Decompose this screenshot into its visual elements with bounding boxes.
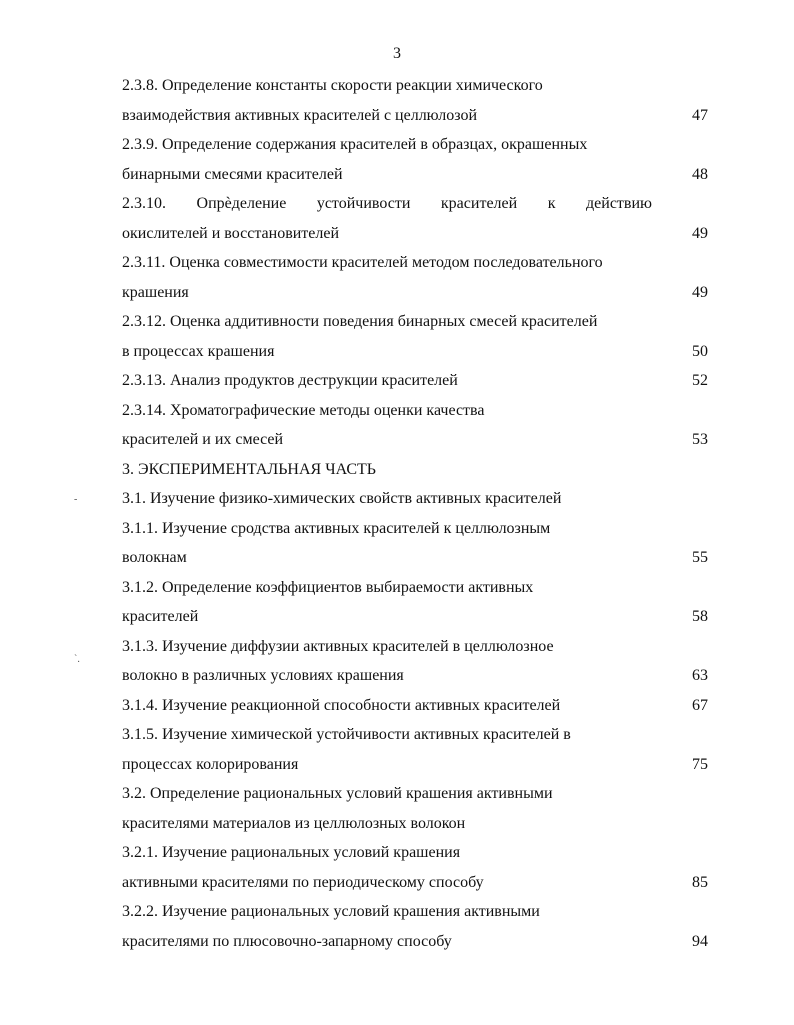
toc-line bbox=[122, 455, 708, 485]
toc-entry-text: 3. ЭКСПЕРИМЕНТАЛЬНАЯ ЧАСТЬ bbox=[122, 460, 376, 478]
toc-entry-text: 3.1.2. Определение коэффициентов выбираемости активных bbox=[122, 578, 534, 596]
toc-line bbox=[122, 189, 708, 219]
toc-entry-text: красителей bbox=[122, 608, 199, 625]
toc-line bbox=[122, 248, 708, 278]
toc-line bbox=[122, 779, 708, 809]
toc-line bbox=[122, 484, 708, 514]
toc-line bbox=[122, 307, 708, 337]
scan-speck: - bbox=[74, 494, 78, 505]
toc-entry-text: 2.3.12. Оценка аддитивности поведения бинарных смесей красителей bbox=[122, 313, 598, 330]
toc-entry-text: 3.2.1. Изучение рациональных условий крашения bbox=[122, 844, 461, 861]
toc-line bbox=[122, 160, 708, 190]
toc-line bbox=[122, 337, 708, 367]
toc-entry-text: волокно в различных условиях крашения bbox=[122, 667, 404, 684]
toc-line bbox=[122, 838, 708, 868]
toc-line bbox=[122, 691, 708, 721]
toc-entry-text: взаимодействия активных красителей с целлюлозой bbox=[122, 106, 478, 124]
toc-entry-text: красителями материалов из целлюлозных волокон bbox=[122, 814, 466, 832]
toc-entry-text: волокнам bbox=[122, 549, 187, 566]
toc-entry-text: 3.2. Определение рациональных условий крашения активными bbox=[122, 785, 553, 802]
toc-page-number: 53 bbox=[692, 431, 708, 448]
toc-entry-text: 3.1.4. Изучение реакционной способности активных красителей bbox=[122, 696, 561, 714]
toc-line bbox=[122, 130, 708, 160]
toc-entry-text: 3.1.5. Изучение химической устойчивости активных красителей в bbox=[122, 726, 571, 743]
toc-page-number: 55 bbox=[692, 549, 708, 566]
toc-entry-text: окислителей и восстановителей bbox=[122, 224, 340, 242]
scan-speck: `. bbox=[74, 654, 80, 665]
toc-line bbox=[122, 573, 708, 603]
toc-line bbox=[122, 543, 708, 573]
toc-line bbox=[122, 868, 708, 898]
toc-line bbox=[122, 897, 708, 927]
toc-line bbox=[122, 720, 708, 750]
table-of-contents bbox=[122, 71, 708, 956]
toc-line bbox=[122, 278, 708, 308]
toc-entry-text: 2.3.13. Анализ продуктов деструкции красителей bbox=[122, 372, 458, 389]
toc-page-number: 52 bbox=[692, 372, 708, 389]
toc-line bbox=[122, 809, 708, 839]
toc-line bbox=[122, 366, 708, 396]
toc-line bbox=[122, 750, 708, 780]
toc-entry-text: 3.1.1. Изучение сродства активных красителей к целлюлозным bbox=[122, 519, 551, 537]
toc-line bbox=[122, 101, 708, 131]
toc-page-number: 75 bbox=[692, 755, 708, 773]
toc-line bbox=[122, 396, 708, 426]
toc-page-number: 63 bbox=[692, 667, 708, 684]
toc-entry-text: активными красителями по периодическому способу bbox=[122, 873, 484, 891]
toc-page-number: 85 bbox=[692, 873, 708, 891]
toc-line bbox=[122, 661, 708, 691]
toc-entry-text: 3.1. Изучение физико-химических свойств активных красителей bbox=[122, 490, 562, 507]
toc-page-number: 49 bbox=[692, 224, 708, 242]
toc-entry-text: 2.3.8. Определение константы скорости реакции химического bbox=[122, 77, 543, 94]
toc-line bbox=[122, 514, 708, 544]
page-number: 3 bbox=[393, 45, 401, 62]
toc-page-number: 58 bbox=[692, 608, 708, 625]
toc-entry-text: 2.3.10. Опрѐделение устойчивости красителей к действию bbox=[122, 195, 652, 212]
toc-entry-text: бинарными смесями красителей bbox=[122, 165, 343, 183]
toc-entry-text: красителями по плюсовочно-запарному способу bbox=[122, 932, 452, 950]
toc-entry-text: 2.3.9. Определение содержания красителей в образцах, окрашенных bbox=[122, 136, 588, 153]
toc-line bbox=[122, 219, 708, 249]
toc-entry-text: крашения bbox=[122, 283, 189, 301]
toc-entry-text: процессах колорирования bbox=[122, 755, 299, 773]
toc-entry-text: 3.1.3. Изучение диффузии активных красителей в целлюлозное bbox=[122, 637, 554, 655]
toc-line bbox=[122, 602, 708, 632]
toc-entry-text: в процессах крашения bbox=[122, 342, 275, 360]
toc-line bbox=[122, 425, 708, 455]
toc-page-number: 48 bbox=[692, 165, 708, 183]
toc-entry-text: 2.3.11. Оценка совместимости красителей методом последовательного bbox=[122, 254, 603, 271]
toc-line bbox=[122, 632, 708, 662]
toc-entry-text: 2.3.14. Хроматографические методы оценки качества bbox=[122, 401, 485, 419]
toc-page-number: 67 bbox=[692, 696, 708, 714]
toc-entry-text: красителей и их смесей bbox=[122, 431, 284, 448]
toc-page-number: 49 bbox=[692, 283, 708, 301]
toc-page-number: 47 bbox=[692, 106, 708, 124]
toc-line bbox=[122, 71, 708, 101]
toc-page-number: 94 bbox=[692, 932, 708, 950]
toc-line bbox=[122, 927, 708, 957]
toc-page-number: 50 bbox=[692, 342, 708, 360]
toc-entry-text: 3.2.2. Изучение рациональных условий крашения активными bbox=[122, 903, 540, 920]
